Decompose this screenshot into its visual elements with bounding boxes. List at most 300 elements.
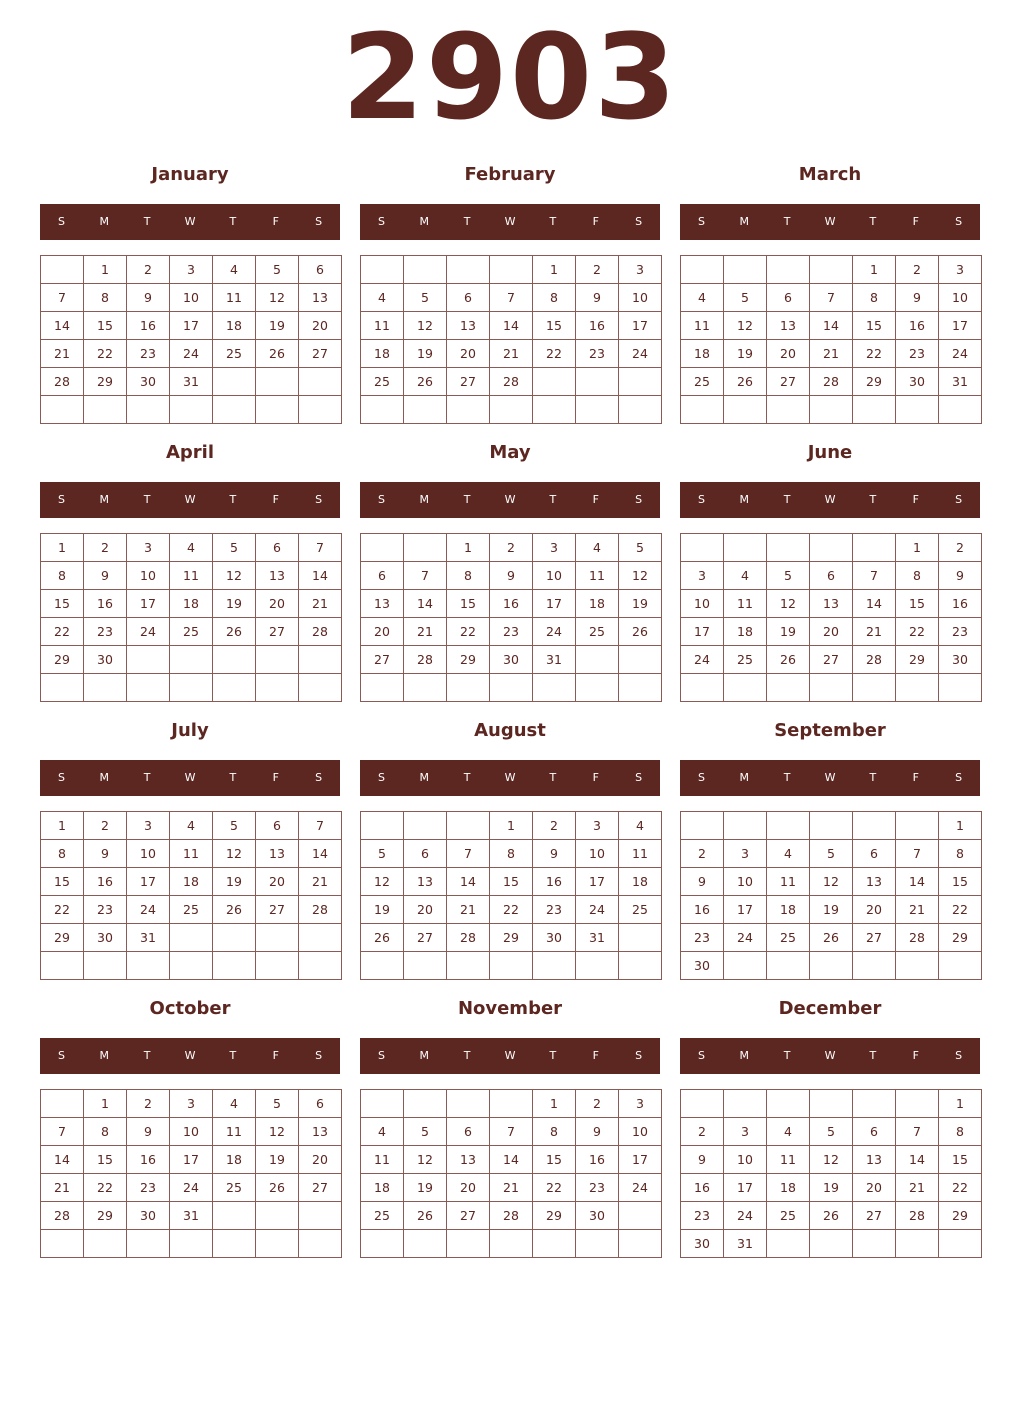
day-cell: 30 xyxy=(84,924,127,952)
empty-cell xyxy=(681,256,724,284)
day-cell: 29 xyxy=(896,646,939,674)
weekday-header xyxy=(40,204,340,240)
weekday-label: T xyxy=(143,1049,151,1062)
weekday-label: F xyxy=(592,493,599,506)
weekday-label: S xyxy=(955,493,963,506)
day-cell: 6 xyxy=(447,284,490,312)
month-title: August xyxy=(474,720,546,741)
empty-cell xyxy=(41,674,84,702)
day-cell: 4 xyxy=(213,256,256,284)
empty-cell xyxy=(896,674,939,702)
day-cell: 18 xyxy=(619,868,662,896)
week-row xyxy=(361,590,662,618)
week-row xyxy=(41,1090,342,1118)
day-cell: 3 xyxy=(724,1118,767,1146)
empty-cell xyxy=(361,396,404,424)
day-cell: 9 xyxy=(127,1118,170,1146)
day-cell: 16 xyxy=(84,868,127,896)
day-cell: 14 xyxy=(404,590,447,618)
day-cell: 15 xyxy=(41,590,84,618)
weekday-label: T xyxy=(869,215,877,228)
day-cell: 17 xyxy=(681,618,724,646)
day-cell: 11 xyxy=(619,840,662,868)
day-grid xyxy=(680,1089,982,1258)
weekday-header xyxy=(360,760,660,796)
day-cell: 30 xyxy=(127,368,170,396)
day-cell: 3 xyxy=(681,562,724,590)
day-cell: 15 xyxy=(490,868,533,896)
day-cell: 18 xyxy=(213,312,256,340)
week-row xyxy=(41,1230,342,1258)
day-cell: 22 xyxy=(84,1174,127,1202)
day-cell: 13 xyxy=(256,840,299,868)
week-row xyxy=(361,952,662,980)
day-cell: 16 xyxy=(533,868,576,896)
empty-cell xyxy=(853,812,896,840)
day-cell: 30 xyxy=(533,924,576,952)
weekday-label: M xyxy=(739,215,750,228)
day-cell: 3 xyxy=(533,534,576,562)
day-cell: 8 xyxy=(447,562,490,590)
day-cell: 1 xyxy=(533,256,576,284)
day-cell: 13 xyxy=(256,562,299,590)
day-cell: 26 xyxy=(361,924,404,952)
day-cell: 11 xyxy=(361,312,404,340)
month-title: January xyxy=(151,164,229,185)
empty-cell xyxy=(896,1230,939,1258)
empty-cell xyxy=(41,396,84,424)
empty-cell xyxy=(404,674,447,702)
day-cell: 29 xyxy=(853,368,896,396)
empty-cell xyxy=(41,952,84,980)
empty-cell xyxy=(767,812,810,840)
day-cell: 12 xyxy=(767,590,810,618)
day-cell: 15 xyxy=(896,590,939,618)
day-cell: 10 xyxy=(619,284,662,312)
empty-cell xyxy=(619,674,662,702)
day-cell: 17 xyxy=(533,590,576,618)
weekday-label: T xyxy=(143,215,151,228)
day-cell: 5 xyxy=(619,534,662,562)
empty-cell xyxy=(213,368,256,396)
week-row xyxy=(361,284,662,312)
day-cell: 12 xyxy=(810,868,853,896)
empty-cell xyxy=(619,646,662,674)
day-cell: 20 xyxy=(404,896,447,924)
day-cell: 29 xyxy=(490,924,533,952)
day-cell: 18 xyxy=(361,340,404,368)
day-cell: 9 xyxy=(533,840,576,868)
day-cell: 2 xyxy=(84,534,127,562)
weekday-label: T xyxy=(229,215,237,228)
empty-cell xyxy=(576,674,619,702)
day-cell: 1 xyxy=(939,812,982,840)
week-row xyxy=(681,924,982,952)
empty-cell xyxy=(127,646,170,674)
day-cell: 6 xyxy=(256,534,299,562)
empty-cell xyxy=(939,396,982,424)
empty-cell xyxy=(490,396,533,424)
day-cell: 28 xyxy=(299,618,342,646)
day-cell: 1 xyxy=(41,812,84,840)
week-row xyxy=(361,618,662,646)
weekday-label: T xyxy=(783,215,791,228)
day-cell: 22 xyxy=(896,618,939,646)
day-cell: 25 xyxy=(619,896,662,924)
day-cell: 11 xyxy=(681,312,724,340)
day-cell: 30 xyxy=(681,1230,724,1258)
day-cell: 5 xyxy=(404,1118,447,1146)
empty-cell xyxy=(896,1090,939,1118)
day-cell: 25 xyxy=(576,618,619,646)
empty-cell xyxy=(767,1230,810,1258)
day-cell: 10 xyxy=(127,562,170,590)
day-cell: 12 xyxy=(619,562,662,590)
day-cell: 1 xyxy=(84,256,127,284)
empty-cell xyxy=(619,1230,662,1258)
day-cell: 5 xyxy=(810,1118,853,1146)
day-cell: 4 xyxy=(361,1118,404,1146)
day-cell: 9 xyxy=(490,562,533,590)
day-cell: 10 xyxy=(681,590,724,618)
empty-cell xyxy=(447,1230,490,1258)
day-cell: 24 xyxy=(724,924,767,952)
day-cell: 26 xyxy=(213,618,256,646)
day-cell: 10 xyxy=(533,562,576,590)
day-cell: 22 xyxy=(447,618,490,646)
weekday-header xyxy=(680,482,980,518)
weekday-header xyxy=(40,1038,340,1074)
day-cell: 23 xyxy=(127,1174,170,1202)
day-cell: 24 xyxy=(619,340,662,368)
month-title: July xyxy=(171,720,209,741)
empty-cell xyxy=(767,256,810,284)
day-cell: 14 xyxy=(896,868,939,896)
day-cell: 1 xyxy=(447,534,490,562)
day-cell: 2 xyxy=(896,256,939,284)
day-cell: 7 xyxy=(896,840,939,868)
day-cell: 13 xyxy=(404,868,447,896)
empty-cell xyxy=(447,396,490,424)
day-cell: 25 xyxy=(213,1174,256,1202)
day-cell: 9 xyxy=(576,1118,619,1146)
empty-cell xyxy=(127,396,170,424)
day-cell: 13 xyxy=(767,312,810,340)
empty-cell xyxy=(404,534,447,562)
day-cell: 26 xyxy=(404,368,447,396)
week-row xyxy=(361,368,662,396)
week-row xyxy=(41,256,342,284)
empty-cell xyxy=(447,674,490,702)
weekday-label: M xyxy=(419,215,430,228)
empty-cell xyxy=(724,256,767,284)
day-cell: 16 xyxy=(896,312,939,340)
day-cell: 28 xyxy=(490,368,533,396)
empty-cell xyxy=(299,924,342,952)
day-cell: 7 xyxy=(853,562,896,590)
day-cell: 9 xyxy=(127,284,170,312)
day-cell: 27 xyxy=(361,646,404,674)
day-cell: 18 xyxy=(681,340,724,368)
day-cell: 9 xyxy=(84,840,127,868)
day-cell: 25 xyxy=(724,646,767,674)
day-cell: 8 xyxy=(939,1118,982,1146)
empty-cell xyxy=(213,1202,256,1230)
empty-cell xyxy=(256,368,299,396)
day-cell: 21 xyxy=(41,340,84,368)
day-cell: 1 xyxy=(490,812,533,840)
weekday-label: W xyxy=(824,215,836,228)
empty-cell xyxy=(213,674,256,702)
day-cell: 4 xyxy=(767,1118,810,1146)
empty-cell xyxy=(170,1230,213,1258)
weekday-label: W xyxy=(504,1049,516,1062)
week-row xyxy=(41,618,342,646)
empty-cell xyxy=(619,368,662,396)
weekday-label: W xyxy=(824,1049,836,1062)
day-cell: 24 xyxy=(939,340,982,368)
day-cell: 3 xyxy=(724,840,767,868)
day-cell: 28 xyxy=(404,646,447,674)
day-cell: 1 xyxy=(939,1090,982,1118)
day-cell: 3 xyxy=(127,534,170,562)
day-cell: 31 xyxy=(576,924,619,952)
day-cell: 12 xyxy=(256,1118,299,1146)
empty-cell xyxy=(256,646,299,674)
week-row xyxy=(41,340,342,368)
empty-cell xyxy=(853,534,896,562)
day-cell: 10 xyxy=(576,840,619,868)
week-row xyxy=(681,340,982,368)
week-row xyxy=(41,674,342,702)
empty-cell xyxy=(213,924,256,952)
week-row xyxy=(361,534,662,562)
empty-cell xyxy=(681,674,724,702)
empty-cell xyxy=(256,952,299,980)
day-cell: 31 xyxy=(170,368,213,396)
day-cell: 13 xyxy=(299,1118,342,1146)
day-cell: 19 xyxy=(404,340,447,368)
weekday-label: F xyxy=(592,1049,599,1062)
empty-cell xyxy=(767,674,810,702)
day-cell: 17 xyxy=(724,1174,767,1202)
empty-cell xyxy=(724,674,767,702)
empty-cell xyxy=(853,674,896,702)
day-cell: 17 xyxy=(127,590,170,618)
day-cell: 5 xyxy=(404,284,447,312)
empty-cell xyxy=(810,534,853,562)
day-cell: 15 xyxy=(939,868,982,896)
day-cell: 20 xyxy=(447,1174,490,1202)
week-row xyxy=(361,1146,662,1174)
day-cell: 11 xyxy=(170,840,213,868)
week-row xyxy=(41,284,342,312)
day-cell: 12 xyxy=(256,284,299,312)
weekday-label: M xyxy=(739,771,750,784)
day-cell: 29 xyxy=(447,646,490,674)
week-row xyxy=(41,534,342,562)
day-cell: 14 xyxy=(41,312,84,340)
day-cell: 7 xyxy=(490,1118,533,1146)
day-cell: 23 xyxy=(939,618,982,646)
empty-cell xyxy=(404,1230,447,1258)
day-cell: 12 xyxy=(404,312,447,340)
week-row xyxy=(41,368,342,396)
day-cell: 14 xyxy=(896,1146,939,1174)
day-cell: 31 xyxy=(170,1202,213,1230)
empty-cell xyxy=(127,674,170,702)
week-row xyxy=(41,590,342,618)
empty-cell xyxy=(299,674,342,702)
day-cell: 30 xyxy=(127,1202,170,1230)
week-row xyxy=(681,562,982,590)
day-cell: 23 xyxy=(490,618,533,646)
empty-cell xyxy=(256,396,299,424)
empty-cell xyxy=(576,952,619,980)
week-row xyxy=(681,840,982,868)
weekday-label: W xyxy=(824,771,836,784)
day-cell: 23 xyxy=(84,896,127,924)
day-cell: 17 xyxy=(127,868,170,896)
day-cell: 23 xyxy=(896,340,939,368)
day-cell: 12 xyxy=(404,1146,447,1174)
day-cell: 8 xyxy=(533,1118,576,1146)
day-grid xyxy=(40,811,342,980)
day-cell: 28 xyxy=(299,896,342,924)
day-cell: 24 xyxy=(533,618,576,646)
empty-cell xyxy=(299,952,342,980)
empty-cell xyxy=(490,952,533,980)
day-cell: 3 xyxy=(619,1090,662,1118)
month-title: September xyxy=(774,720,886,741)
day-cell: 4 xyxy=(213,1090,256,1118)
day-cell: 14 xyxy=(41,1146,84,1174)
day-cell: 21 xyxy=(404,618,447,646)
weekday-label: F xyxy=(592,771,599,784)
day-cell: 29 xyxy=(533,1202,576,1230)
week-row xyxy=(41,646,342,674)
day-cell: 26 xyxy=(810,1202,853,1230)
day-cell: 25 xyxy=(213,340,256,368)
empty-cell xyxy=(299,1230,342,1258)
weekday-label: M xyxy=(99,1049,110,1062)
day-cell: 6 xyxy=(767,284,810,312)
empty-cell xyxy=(810,256,853,284)
day-cell: 22 xyxy=(939,896,982,924)
weekday-label: F xyxy=(272,493,279,506)
empty-cell xyxy=(170,646,213,674)
day-cell: 28 xyxy=(896,924,939,952)
day-cell: 17 xyxy=(576,868,619,896)
weekday-label: F xyxy=(272,215,279,228)
weekday-label: M xyxy=(739,1049,750,1062)
day-cell: 23 xyxy=(576,340,619,368)
day-cell: 21 xyxy=(490,340,533,368)
weekday-label: F xyxy=(912,215,919,228)
day-cell: 2 xyxy=(533,812,576,840)
empty-cell xyxy=(724,396,767,424)
day-cell: 22 xyxy=(533,340,576,368)
empty-cell xyxy=(361,1090,404,1118)
day-cell: 27 xyxy=(853,924,896,952)
empty-cell xyxy=(256,1202,299,1230)
day-cell: 14 xyxy=(299,562,342,590)
day-cell: 16 xyxy=(576,312,619,340)
day-cell: 24 xyxy=(619,1174,662,1202)
day-cell: 2 xyxy=(939,534,982,562)
day-cell: 2 xyxy=(681,1118,724,1146)
empty-cell xyxy=(256,674,299,702)
day-cell: 27 xyxy=(299,1174,342,1202)
day-cell: 1 xyxy=(896,534,939,562)
empty-cell xyxy=(127,952,170,980)
day-cell: 7 xyxy=(41,1118,84,1146)
day-cell: 8 xyxy=(41,840,84,868)
empty-cell xyxy=(939,674,982,702)
month-title: May xyxy=(489,442,531,463)
week-row xyxy=(361,312,662,340)
empty-cell xyxy=(533,674,576,702)
day-cell: 4 xyxy=(619,812,662,840)
day-cell: 15 xyxy=(533,312,576,340)
weekday-label: F xyxy=(592,215,599,228)
weekday-label: S xyxy=(57,771,65,784)
day-cell: 31 xyxy=(939,368,982,396)
day-cell: 20 xyxy=(299,1146,342,1174)
empty-cell xyxy=(576,396,619,424)
weekday-label: F xyxy=(912,493,919,506)
empty-cell xyxy=(576,646,619,674)
day-cell: 14 xyxy=(447,868,490,896)
week-row xyxy=(681,952,982,980)
day-cell: 17 xyxy=(170,1146,213,1174)
day-cell: 13 xyxy=(853,1146,896,1174)
day-cell: 1 xyxy=(41,534,84,562)
day-cell: 24 xyxy=(127,618,170,646)
day-cell: 24 xyxy=(127,896,170,924)
week-row xyxy=(41,312,342,340)
empty-cell xyxy=(361,534,404,562)
day-cell: 5 xyxy=(256,256,299,284)
weekday-label: S xyxy=(57,1049,65,1062)
day-cell: 6 xyxy=(404,840,447,868)
day-cell: 21 xyxy=(853,618,896,646)
day-cell: 24 xyxy=(681,646,724,674)
day-cell: 20 xyxy=(853,1174,896,1202)
day-cell: 9 xyxy=(681,868,724,896)
day-cell: 29 xyxy=(939,1202,982,1230)
empty-cell xyxy=(576,1230,619,1258)
day-cell: 10 xyxy=(724,1146,767,1174)
day-cell: 22 xyxy=(939,1174,982,1202)
day-cell: 15 xyxy=(41,868,84,896)
weekday-label: T xyxy=(549,493,557,506)
weekday-label: S xyxy=(57,493,65,506)
empty-cell xyxy=(256,1230,299,1258)
week-row xyxy=(681,646,982,674)
week-row xyxy=(41,924,342,952)
day-cell: 16 xyxy=(576,1146,619,1174)
day-cell: 29 xyxy=(939,924,982,952)
empty-cell xyxy=(361,256,404,284)
day-cell: 17 xyxy=(170,312,213,340)
week-row xyxy=(361,1230,662,1258)
day-cell: 10 xyxy=(939,284,982,312)
weekday-header xyxy=(680,204,980,240)
day-cell: 20 xyxy=(767,340,810,368)
day-cell: 28 xyxy=(41,1202,84,1230)
day-cell: 30 xyxy=(681,952,724,980)
